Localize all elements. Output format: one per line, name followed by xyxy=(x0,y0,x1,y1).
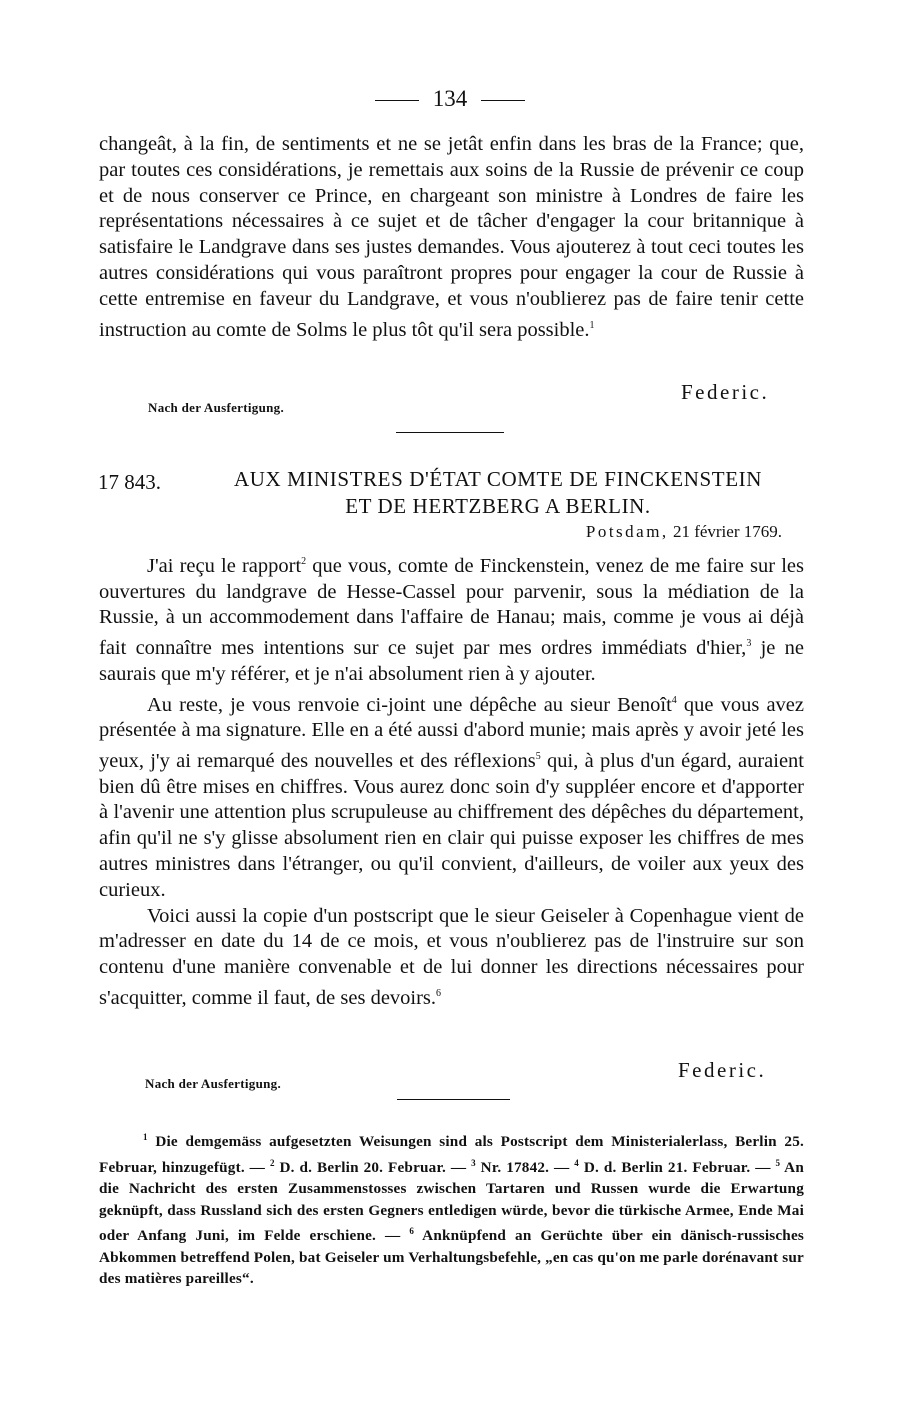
document-title-line-1: AUX MINISTRES D'ÉTAT COMTE DE FINCKENSTEIN xyxy=(234,467,762,491)
footnote-divider xyxy=(397,1099,510,1100)
footnote-2: D. d. Berlin 20. Februar. — xyxy=(274,1158,472,1176)
footnote-6: Anknüpfend an Gerüchte über ein dänisch-russisches Abkommen betreffend Polen, bat Geiseler um Verhaltungsbefehle, „en cas qu'on me parle dorénavant sur des matières pareilles“. xyxy=(99,1227,804,1288)
footnote-1: Die demgemäss aufgesetzten Weisungen sind als Postscript dem Ministerialerlass, Berlin 25. Februar, hinzugefügt. — xyxy=(99,1133,804,1176)
page-number xyxy=(0,86,900,112)
letter-paragraph-3: Voici aussi la copie d'un postscript que le sieur Geiseler à Copenhague vient de m'adresser en date du 14 de ce mois, et vous n'oublierez pas de l'instruire sur son contenu d'une manière convenable et de lui donner les directions nécessaires pour s'acquitter, comme il faut, de ses devoirs.$^6$ xyxy=(99,904,804,1009)
footnote-3: Nr. 17842. — xyxy=(475,1158,575,1176)
letter-paragraph-1: J'ai reçu le rapport$^2$ que vous, comte de Finckenstein, venez de me faire sur les ouvertures du landgrave de Hesse-Cassel pour parvenir, sous la médiation de la Russie, à un accommodement dans l'affaire de Hanau; mais, comme je vous ai déjà fait connaître mes intentions sur ce sujet par mes ordres immédiats d'hier,$^3$ je ne saurais que m'y référer, et je n'ai absolument rien à y ajouter. xyxy=(99,554,805,685)
document-title-line-2: ET DE HERTZBERG A BERLIN. xyxy=(345,494,651,518)
letter-body xyxy=(99,549,804,1012)
footnote-ref-4: 4 xyxy=(671,694,677,706)
dateline-place: Potsdam, xyxy=(585,522,669,541)
footnote-4: D. d. Berlin 21. Februar. — xyxy=(578,1158,776,1176)
footnote-marker-3: 3 xyxy=(471,1157,476,1168)
footnote-5: An die Nachricht des ersten Zusammenstosses zwischen Tartaren und Russen wurde die Erwartung geknüpft, dass Russland sich des ersten Gegners entledigen würde, bevor die türkische Armee, Ende Mai oder Anfang Juni, im Felde erschiene. — xyxy=(99,1158,804,1245)
footnotes-text xyxy=(99,1127,804,1290)
continuation-text: changeât, à la fin, de sentiments et ne se jetât enfin dans les bras de la France; que, par toutes ces considérations, je remettais aux soins de la Russie de prévenir ce coup et de nous conserver ce Prince, en chargeant son ministre à Londres de faire les représentations nécessaires à ce sujet et de tâcher d'engager la cour britannique à satisfaire le Landgrave dans ses justes demandes. Vous ajouterez à tout ceci toutes les autres considérations qui vous paraîtront propres pour engager la cour de Russie à cette entremise en faveur du Landgrave, et vous n'oublierez pas de faire tenir cette instruction au comte de Solms le plus tôt qu'il sera possible. xyxy=(99,133,804,341)
footnote-ref-6: 6 xyxy=(436,988,442,1000)
page-number-dash-left xyxy=(375,100,419,101)
source-note-1: Nach der Ausfertigung. xyxy=(148,400,285,415)
page-number-dash-right xyxy=(481,100,525,101)
document-number: 17 843. xyxy=(98,470,161,494)
signature-1: Federic. xyxy=(681,380,770,404)
footnote-ref-5: 5 xyxy=(535,751,541,763)
document-title xyxy=(190,466,806,520)
footnote-marker-6: 6 xyxy=(409,1226,415,1237)
continuation-paragraph xyxy=(99,132,804,343)
footnote-marker-2: 2 xyxy=(269,1157,275,1168)
footnote-marker-4: 4 xyxy=(574,1157,579,1168)
footnote-ref-1: 1 xyxy=(589,319,595,331)
footnote-ref-2: 2 xyxy=(301,556,307,567)
footnotes xyxy=(99,1127,804,1290)
page-number-value: 134 xyxy=(432,86,468,111)
footnote-ref-3: 3 xyxy=(746,638,752,650)
signature-2: Federic. xyxy=(678,1058,767,1082)
dateline-date: 21 février 1769. xyxy=(672,522,782,541)
footnote-marker-5: 5 xyxy=(775,1157,781,1168)
footnote-marker-1: 1 xyxy=(143,1132,148,1142)
dateline xyxy=(586,522,782,542)
source-note-2: Nach der Ausfertigung. xyxy=(145,1076,282,1091)
letter-paragraph-2: Au reste, je vous renvoie ci-joint une dépêche au sieur Benoît$^4$ que vous avez présentée à ma signature. Elle en a été aussi d'abord munie; mais après y avoir jeté les yeux, j'y ai remarqué des nouvelles et des réflexions$^5$ qui, à plus d'un égard, auraient bien dû être mises en chiffres. Vous aurez donc soin d'y suppléer encore et d'apporter à l'avenir une attention plus scrupuleuse au chiffrement des dépêches du département, afin qu'il ne s'y glisse absolument rien en clair qui puisse exposer les chiffres de mes autres ministres dans l'étranger, ou qu'il convient, d'ailleurs, de voiler aux yeux des curieux. xyxy=(99,693,805,901)
section-divider xyxy=(396,432,504,433)
